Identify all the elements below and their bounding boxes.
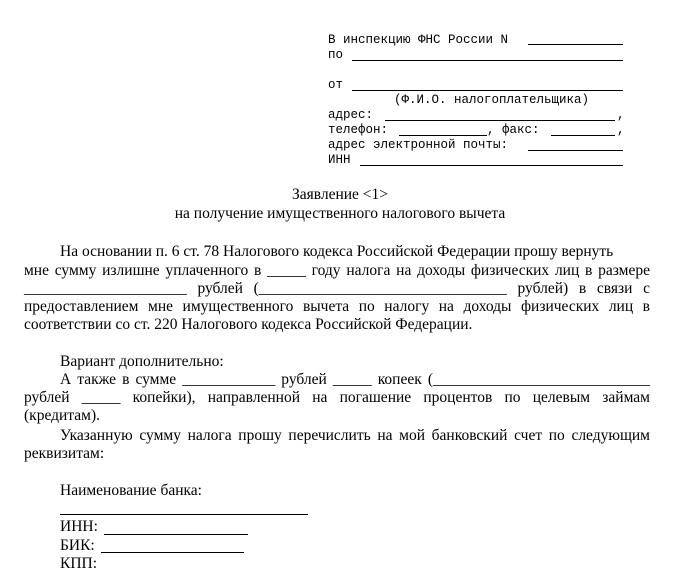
- paragraph-1-line-2: мне сумму излишне уплаченного в _____ году налога на доходы физических лиц в размере: [24, 262, 650, 279]
- bank-name-label: Наименование банка:: [60, 482, 202, 499]
- inspection-region-field[interactable]: [352, 60, 623, 61]
- document-title: Заявление <1>: [291, 186, 389, 203]
- bik-field[interactable]: [101, 552, 244, 553]
- phone-label: телефон:: [328, 123, 389, 137]
- header-po-label: по: [328, 48, 344, 62]
- bank-inn-field[interactable]: [104, 534, 248, 535]
- taxpayer-name-field[interactable]: [352, 90, 623, 91]
- paragraph-2-line-3: (кредитам).: [24, 407, 100, 424]
- inspection-number-field[interactable]: [528, 44, 623, 45]
- document-subtitle: на получение имущественного налогового вычета: [174, 205, 506, 222]
- variant-heading: Вариант дополнительно:: [60, 353, 224, 370]
- fax-field[interactable]: [551, 135, 615, 136]
- address-label: адрес:: [328, 108, 374, 122]
- paragraph-1-line-1: На основании п. 6 ст. 78 Налогового кодекса Российской Федерации прошу вернуть: [60, 243, 614, 260]
- phone-field[interactable]: [399, 135, 487, 136]
- header-from-label: от: [328, 78, 344, 92]
- fax-label: , факс:: [487, 123, 540, 137]
- paragraph-3-line-1: Указанную сумму налога прошу перечислить на мой банковский счет по следующим: [60, 427, 650, 444]
- inn-label: ИНН: [328, 153, 351, 167]
- header-inspection-label: В инспекцию ФНС России N: [328, 33, 509, 47]
- address-comma: ,: [617, 108, 625, 122]
- paragraph-1-line-3: _____________________ рублей (________________________________ рублей) в связи с: [24, 280, 650, 297]
- bank-inn-label: ИНН:: [60, 518, 98, 535]
- email-field[interactable]: [528, 150, 623, 151]
- bik-label: БИК:: [60, 537, 95, 554]
- fio-caption: (Ф.И.О. налогоплательщика): [394, 93, 590, 107]
- paragraph-2-line-2: рублей _____ копейки), направленной на погашение процентов по целевым займам: [24, 389, 650, 406]
- fax-comma: ,: [617, 123, 625, 137]
- kpp-label: КПП:: [60, 555, 98, 572]
- inn-field[interactable]: [360, 165, 623, 166]
- address-field[interactable]: [385, 120, 615, 121]
- email-label: адрес электронной почты:: [328, 138, 509, 152]
- paragraph-1-line-4: предоставлением мне имущественного вычета по налогу на доходы физических лиц в: [24, 298, 650, 315]
- paragraph-1-line-5: соответствии со ст. 220 Налогового кодекса Российской Федерации.: [24, 316, 473, 333]
- paragraph-3-line-2: реквизитам:: [24, 445, 105, 462]
- bank-name-field[interactable]: [60, 514, 308, 515]
- paragraph-2-line-1: А также в сумме ____________ рублей _____ копеек (____________________________: [60, 371, 650, 388]
